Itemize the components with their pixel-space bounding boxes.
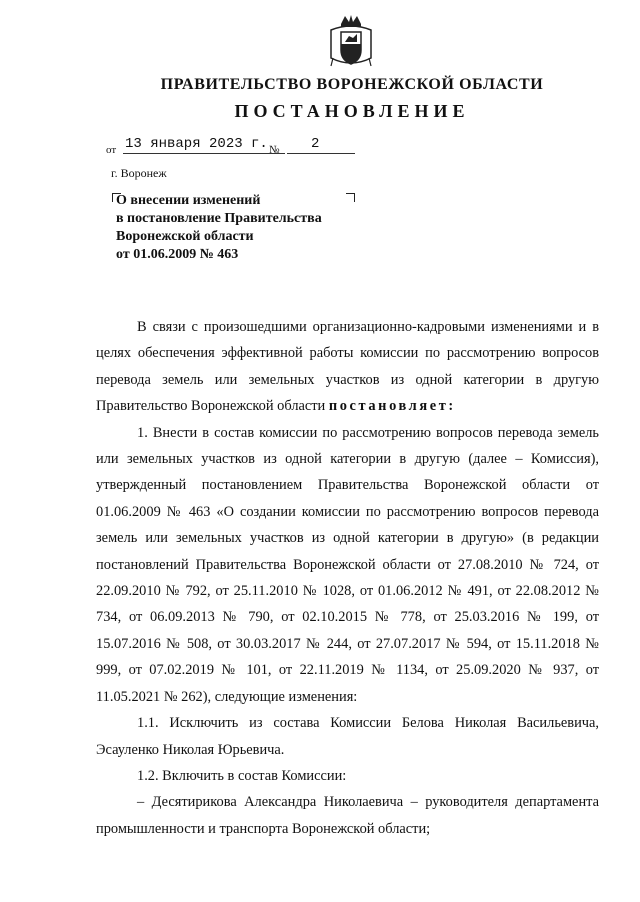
paragraph-item-1: 1. Внести в состав комиссии по рассмотрению вопросов перевода земель или земельных участков из одной категории в другую (далее – Комиссия), утвержденный постановлением Правительства Воронежской области от 01.06.2009 № 463 «О создании комиссии по рассмотрению вопросов перевода земель или земельных участков из одной категории в другую» (в редакции постановлений Правительства Воронежской области от 27.08.2010 № 724, от 22.09.2010 № 792, от 25.11.2010 № 1028, от 01.06.2012 № 491, от 22.08.2012 № 734, от 06.09.2013 № 790, от 02.10.2015 № 778, от 25.03.2016 № 199, от 15.07.2016 № 508, от 30.03.2017 № 244, от 27.07.2017 № 594, от 15.11.2018 № 999, от 07.02.2019 № 101, от 22.11.2019 № 1134, от 25.09.2020 № 937, от 11.05.2021 № 262), следующие изменения:	[96, 424, 599, 705]
document-number: 2	[287, 136, 355, 154]
subject-line: О внесении изменений	[116, 193, 261, 208]
date-prefix: от	[106, 144, 117, 156]
subject-line: Воронежской области	[116, 229, 254, 244]
document-subject	[116, 192, 376, 264]
document-body	[96, 314, 599, 842]
document-type: ПОСТАНОВЛЕНИЕ	[234, 101, 470, 121]
paragraph-item-1-2-entry: – Десятирикова Александра Николаевича – руководителя департамента промышленности и транспорта Воронежской области;	[96, 794, 599, 837]
paragraph-preamble	[96, 314, 599, 420]
number-prefix: №	[269, 144, 280, 156]
paragraph-item-1-2: 1.2. Включить в состав Комиссии:	[137, 767, 347, 784]
subject-line: в постановление Правительства	[116, 211, 322, 226]
document-date: 13 января 2023 г.	[123, 136, 285, 154]
city: г. Воронеж	[111, 166, 167, 180]
preamble-text: В связи с произошедшими организационно-кадровыми изменениями и в целях обеспечения эффективной работы комиссии по рассмотрению вопросов перевода земель или земельных участков из одной категории в другую Правительство Воронежской области	[96, 319, 599, 415]
government-title: ПРАВИТЕЛЬСТВО ВОРОНЕЖСКОЙ ОБЛАСТИ	[160, 76, 544, 93]
resolves-keyword: постановляет:	[328, 398, 456, 415]
subject-line: от 01.06.2009 № 463	[116, 247, 239, 262]
coat-of-arms-icon	[327, 14, 375, 70]
paragraph-item-1-1: 1.1. Исключить из состава Комиссии Белова Николая Васильевича, Эсауленко Николая Юрьевича.	[96, 715, 599, 758]
